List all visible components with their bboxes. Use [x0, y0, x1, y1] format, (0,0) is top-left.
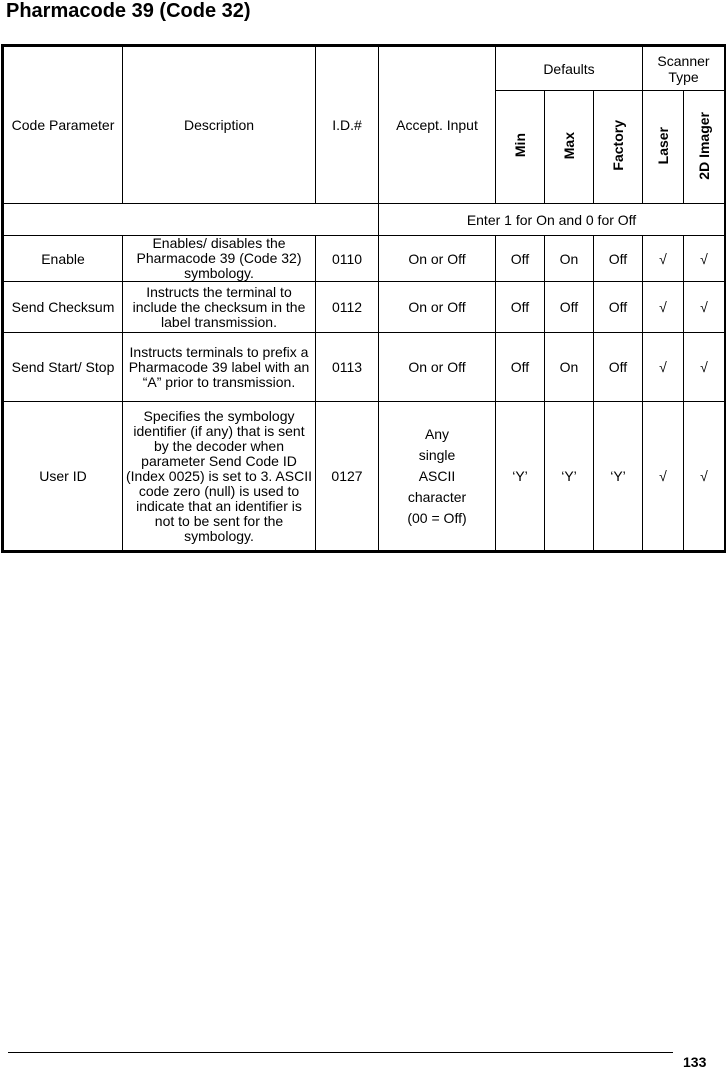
param-name: Send Checksum: [3, 282, 123, 333]
header-factory: Factory: [610, 120, 626, 171]
footer-divider: [8, 1052, 673, 1053]
imager-check: √: [684, 402, 726, 552]
table-row: [3, 236, 726, 282]
accept-input-line: (00 = Off): [407, 509, 467, 526]
note-blank-cell: [3, 204, 379, 236]
param-description: Specifies the symbology identifier (if any) that is sent by the decoder when parameter Send Code ID (Index 0025) is set to 3. ASCII code zero (null) is used to indicate that an identifier is not to be sent for the symbology.: [123, 402, 316, 552]
default-max: Off: [545, 282, 594, 333]
param-id: 0112: [316, 282, 379, 333]
accept-input-line: single: [418, 446, 456, 463]
imager-check: √: [684, 333, 726, 402]
header-laser: Laser: [655, 126, 671, 165]
accept-input: [379, 402, 496, 552]
param-name: Enable: [3, 236, 123, 282]
param-description: Instructs terminals to prefix a Pharmacode 39 label with an “A” prior to transmission.: [123, 333, 316, 402]
header-description: Description: [123, 46, 316, 204]
imager-check: √: [684, 282, 726, 333]
header-laser-cell: [643, 91, 684, 204]
default-min: ‘Y’: [496, 402, 545, 552]
accept-input: On or Off: [379, 282, 496, 333]
header-code-parameter: Code Parameter: [3, 46, 123, 204]
header-min: Min: [512, 133, 528, 158]
default-max: ‘Y’: [545, 402, 594, 552]
default-min: Off: [496, 236, 545, 282]
param-id: 0113: [316, 333, 379, 402]
param-id: 0110: [316, 236, 379, 282]
header-imager: 2D Imager: [696, 111, 712, 180]
header-accept-input: Accept. Input: [379, 46, 496, 204]
default-factory: Off: [594, 282, 643, 333]
header-max: Max: [561, 131, 577, 160]
on-off-note: Enter 1 for On and 0 for Off: [379, 204, 726, 236]
param-id: 0127: [316, 402, 379, 552]
imager-check: √: [684, 236, 726, 282]
header-factory-cell: [594, 91, 643, 204]
laser-check: √: [643, 333, 684, 402]
accept-input-line: character: [407, 488, 467, 505]
header-id: I.D.#: [316, 46, 379, 204]
accept-input-line: Any: [424, 425, 450, 442]
page-title: Pharmacode 39 (Code 32): [6, 0, 251, 22]
default-min: Off: [496, 282, 545, 333]
laser-check: √: [643, 282, 684, 333]
default-factory: Off: [594, 236, 643, 282]
param-description: Enables/ disables the Pharmacode 39 (Code 32) symbology.: [123, 236, 316, 282]
table-row: [3, 282, 726, 333]
accept-input: On or Off: [379, 333, 496, 402]
header-min-cell: [496, 91, 545, 204]
laser-check: √: [643, 236, 684, 282]
default-min: Off: [496, 333, 545, 402]
laser-check: √: [643, 402, 684, 552]
param-name: Send Start/ Stop: [3, 333, 123, 402]
param-name: User ID: [3, 402, 123, 552]
default-max: On: [545, 333, 594, 402]
header-max-cell: [545, 91, 594, 204]
page-number: 133: [683, 1054, 707, 1070]
table-row: [3, 333, 726, 402]
header-imager-cell: [684, 91, 726, 204]
param-description: Instructs the terminal to include the checksum in the label transmission.: [123, 282, 316, 333]
accept-input: On or Off: [379, 236, 496, 282]
default-max: On: [545, 236, 594, 282]
accept-input-line: ASCII: [418, 467, 456, 484]
parameter-table: [1, 44, 726, 553]
table-row: [3, 402, 726, 552]
header-scanner-type: Scanner Type: [643, 46, 726, 91]
default-factory: Off: [594, 333, 643, 402]
default-factory: ‘Y’: [594, 402, 643, 552]
header-defaults: Defaults: [496, 46, 643, 91]
